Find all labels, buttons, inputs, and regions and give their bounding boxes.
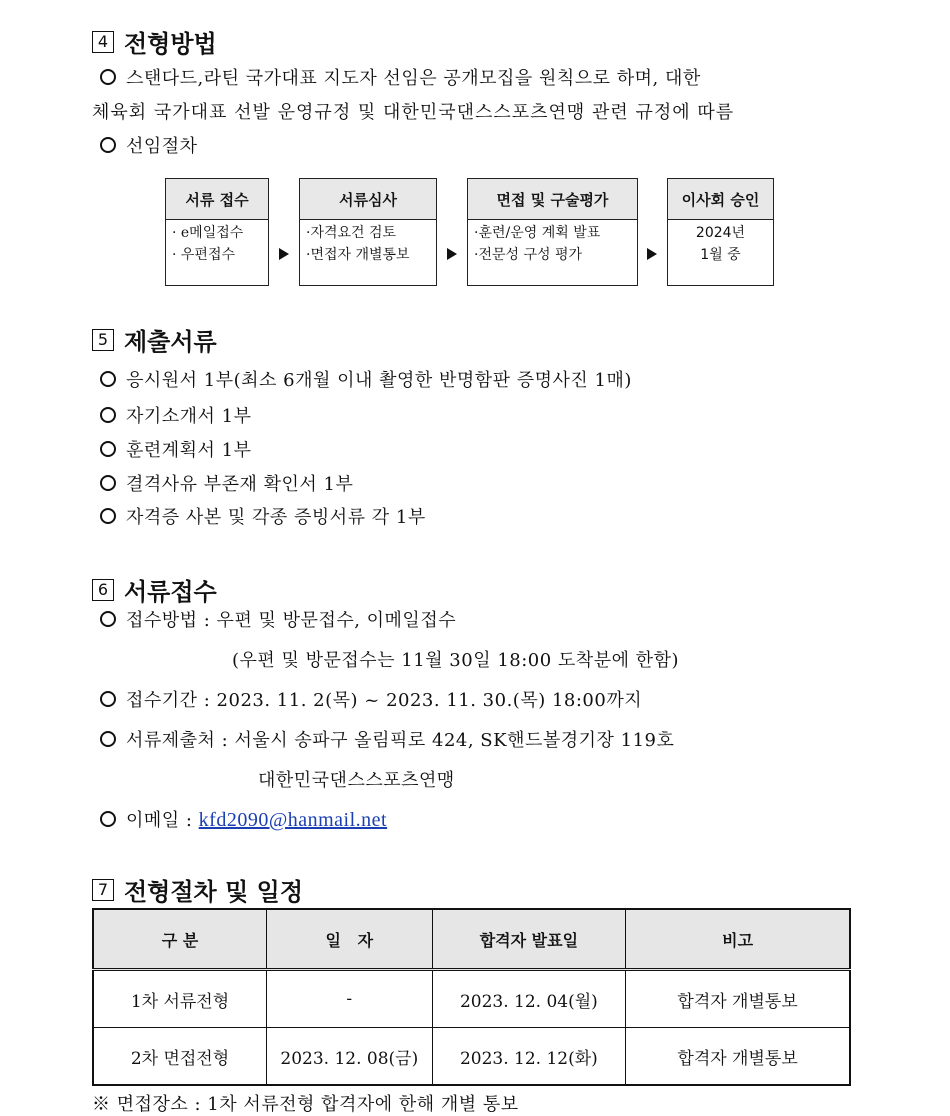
table-row xyxy=(93,970,850,1028)
flow-step-interview xyxy=(467,178,638,286)
flow-step-detail: ·훈련/운영 계획 발표 xyxy=(474,224,601,241)
flow-step-title: 서류심사 xyxy=(300,179,436,220)
column-header: 합격자 발표일 xyxy=(432,909,626,970)
column-header: 비고 xyxy=(626,909,850,970)
arrow-right-icon xyxy=(279,248,289,260)
section-number: 6 xyxy=(92,579,114,601)
table-header-row xyxy=(93,909,850,970)
address-line-2: 대한민국댄스스포츠연맹 xyxy=(258,770,455,791)
flow-step-title: 이사회 승인 xyxy=(668,179,773,220)
table-cell: 2차 면접전형 xyxy=(93,1028,266,1086)
list-item: 자기소개서 1부 xyxy=(100,402,252,428)
table-cell: 2023. 12. 12(화) xyxy=(432,1028,626,1086)
circle-bullet-icon xyxy=(100,407,116,423)
flow-step-document-submission xyxy=(165,178,269,286)
table-cell: - xyxy=(266,970,432,1028)
schedule-table xyxy=(92,908,851,1086)
circle-bullet-icon xyxy=(100,611,116,627)
flow-step-detail: ·면접자 개별통보 xyxy=(306,246,410,263)
table-cell: 합격자 개별통보 xyxy=(626,970,850,1028)
flow-step-title: 면접 및 구술평가 xyxy=(468,179,637,220)
flow-step-detail: · 우편접수 xyxy=(172,246,235,263)
section-number: 5 xyxy=(92,329,114,351)
section-6-heading xyxy=(92,572,217,607)
list-item: 이메일 : kfd2090@hanmail.net xyxy=(100,806,387,832)
section-title: 전형방법 xyxy=(124,30,217,58)
circle-bullet-icon xyxy=(100,508,116,524)
arrow-right-icon xyxy=(447,248,457,260)
circle-bullet-icon xyxy=(100,371,116,387)
paragraph-line: 체육회 국가대표 선발 운영규정 및 대한민국댄스스포츠연맹 관련 규정에 따름 xyxy=(92,102,735,123)
flow-step-detail: ·전문성 구성 평가 xyxy=(474,246,583,263)
section-5-heading xyxy=(92,322,217,357)
table-cell: 1차 서류전형 xyxy=(93,970,266,1028)
section-title: 서류접수 xyxy=(124,578,217,606)
list-item: 자격증 사본 및 각종 증빙서류 각 1부 xyxy=(100,503,426,529)
circle-bullet-icon xyxy=(100,691,116,707)
circle-bullet-icon xyxy=(100,811,116,827)
list-item: 결격사유 부존재 확인서 1부 xyxy=(100,470,353,496)
column-header: 일 자 xyxy=(266,909,432,970)
footnote: ※ 면접장소 : 1차 서류전형 합격자에 한해 개별 통보 xyxy=(92,1094,519,1115)
arrow-right-icon xyxy=(647,248,657,260)
section-4-heading xyxy=(92,24,217,59)
column-header: 구 분 xyxy=(93,909,266,970)
method-note: (우편 및 방문접수는 11월 30일 18:00 도착분에 한함) xyxy=(232,650,679,671)
section-title: 제출서류 xyxy=(124,328,217,356)
flow-step-detail: ·자격요건 검토 xyxy=(306,224,397,241)
section-title: 전형절차 및 일정 xyxy=(124,878,303,906)
table-cell: 2023. 12. 04(월) xyxy=(432,970,626,1028)
circle-bullet-icon xyxy=(100,69,116,85)
list-item: 접수방법 : 우편 및 방문접수, 이메일접수 xyxy=(100,606,456,632)
list-item: 서류제출처 : 서울시 송파구 올림픽로 424, SK핸드볼경기장 119호 xyxy=(100,726,674,752)
table-cell: 합격자 개별통보 xyxy=(626,1028,850,1086)
circle-bullet-icon xyxy=(100,137,116,153)
circle-bullet-icon xyxy=(100,441,116,457)
flow-step-detail: 2024년 xyxy=(695,224,746,241)
table-cell: 2023. 12. 08(금) xyxy=(266,1028,432,1086)
list-item: 접수기간 : 2023. 11. 2(목) ~ 2023. 11. 30.(목) 18:00까지 xyxy=(100,686,642,712)
circle-bullet-icon xyxy=(100,475,116,491)
list-item: 응시원서 1부(최소 6개월 이내 촬영한 반명함판 증명사진 1매) xyxy=(100,366,632,392)
paragraph-line: 스탠다드,라틴 국가대표 지도자 선임은 공개모집을 원칙으로 하며, 대한 xyxy=(100,64,701,90)
table-row xyxy=(93,1028,850,1086)
flow-step-detail: 1월 중 xyxy=(700,246,741,263)
section-number: 4 xyxy=(92,31,114,53)
paragraph-line: 선임절차 xyxy=(100,132,198,158)
flow-step-detail: · e메일접수 xyxy=(172,224,244,241)
email-link[interactable]: kfd2090@hanmail.net xyxy=(198,809,388,831)
flow-step-board-approval xyxy=(667,178,774,286)
section-number: 7 xyxy=(92,879,114,901)
flow-step-document-review xyxy=(299,178,437,286)
flow-step-title: 서류 접수 xyxy=(166,179,268,220)
section-7-heading xyxy=(92,872,303,907)
circle-bullet-icon xyxy=(100,731,116,747)
list-item: 훈련계획서 1부 xyxy=(100,436,252,462)
